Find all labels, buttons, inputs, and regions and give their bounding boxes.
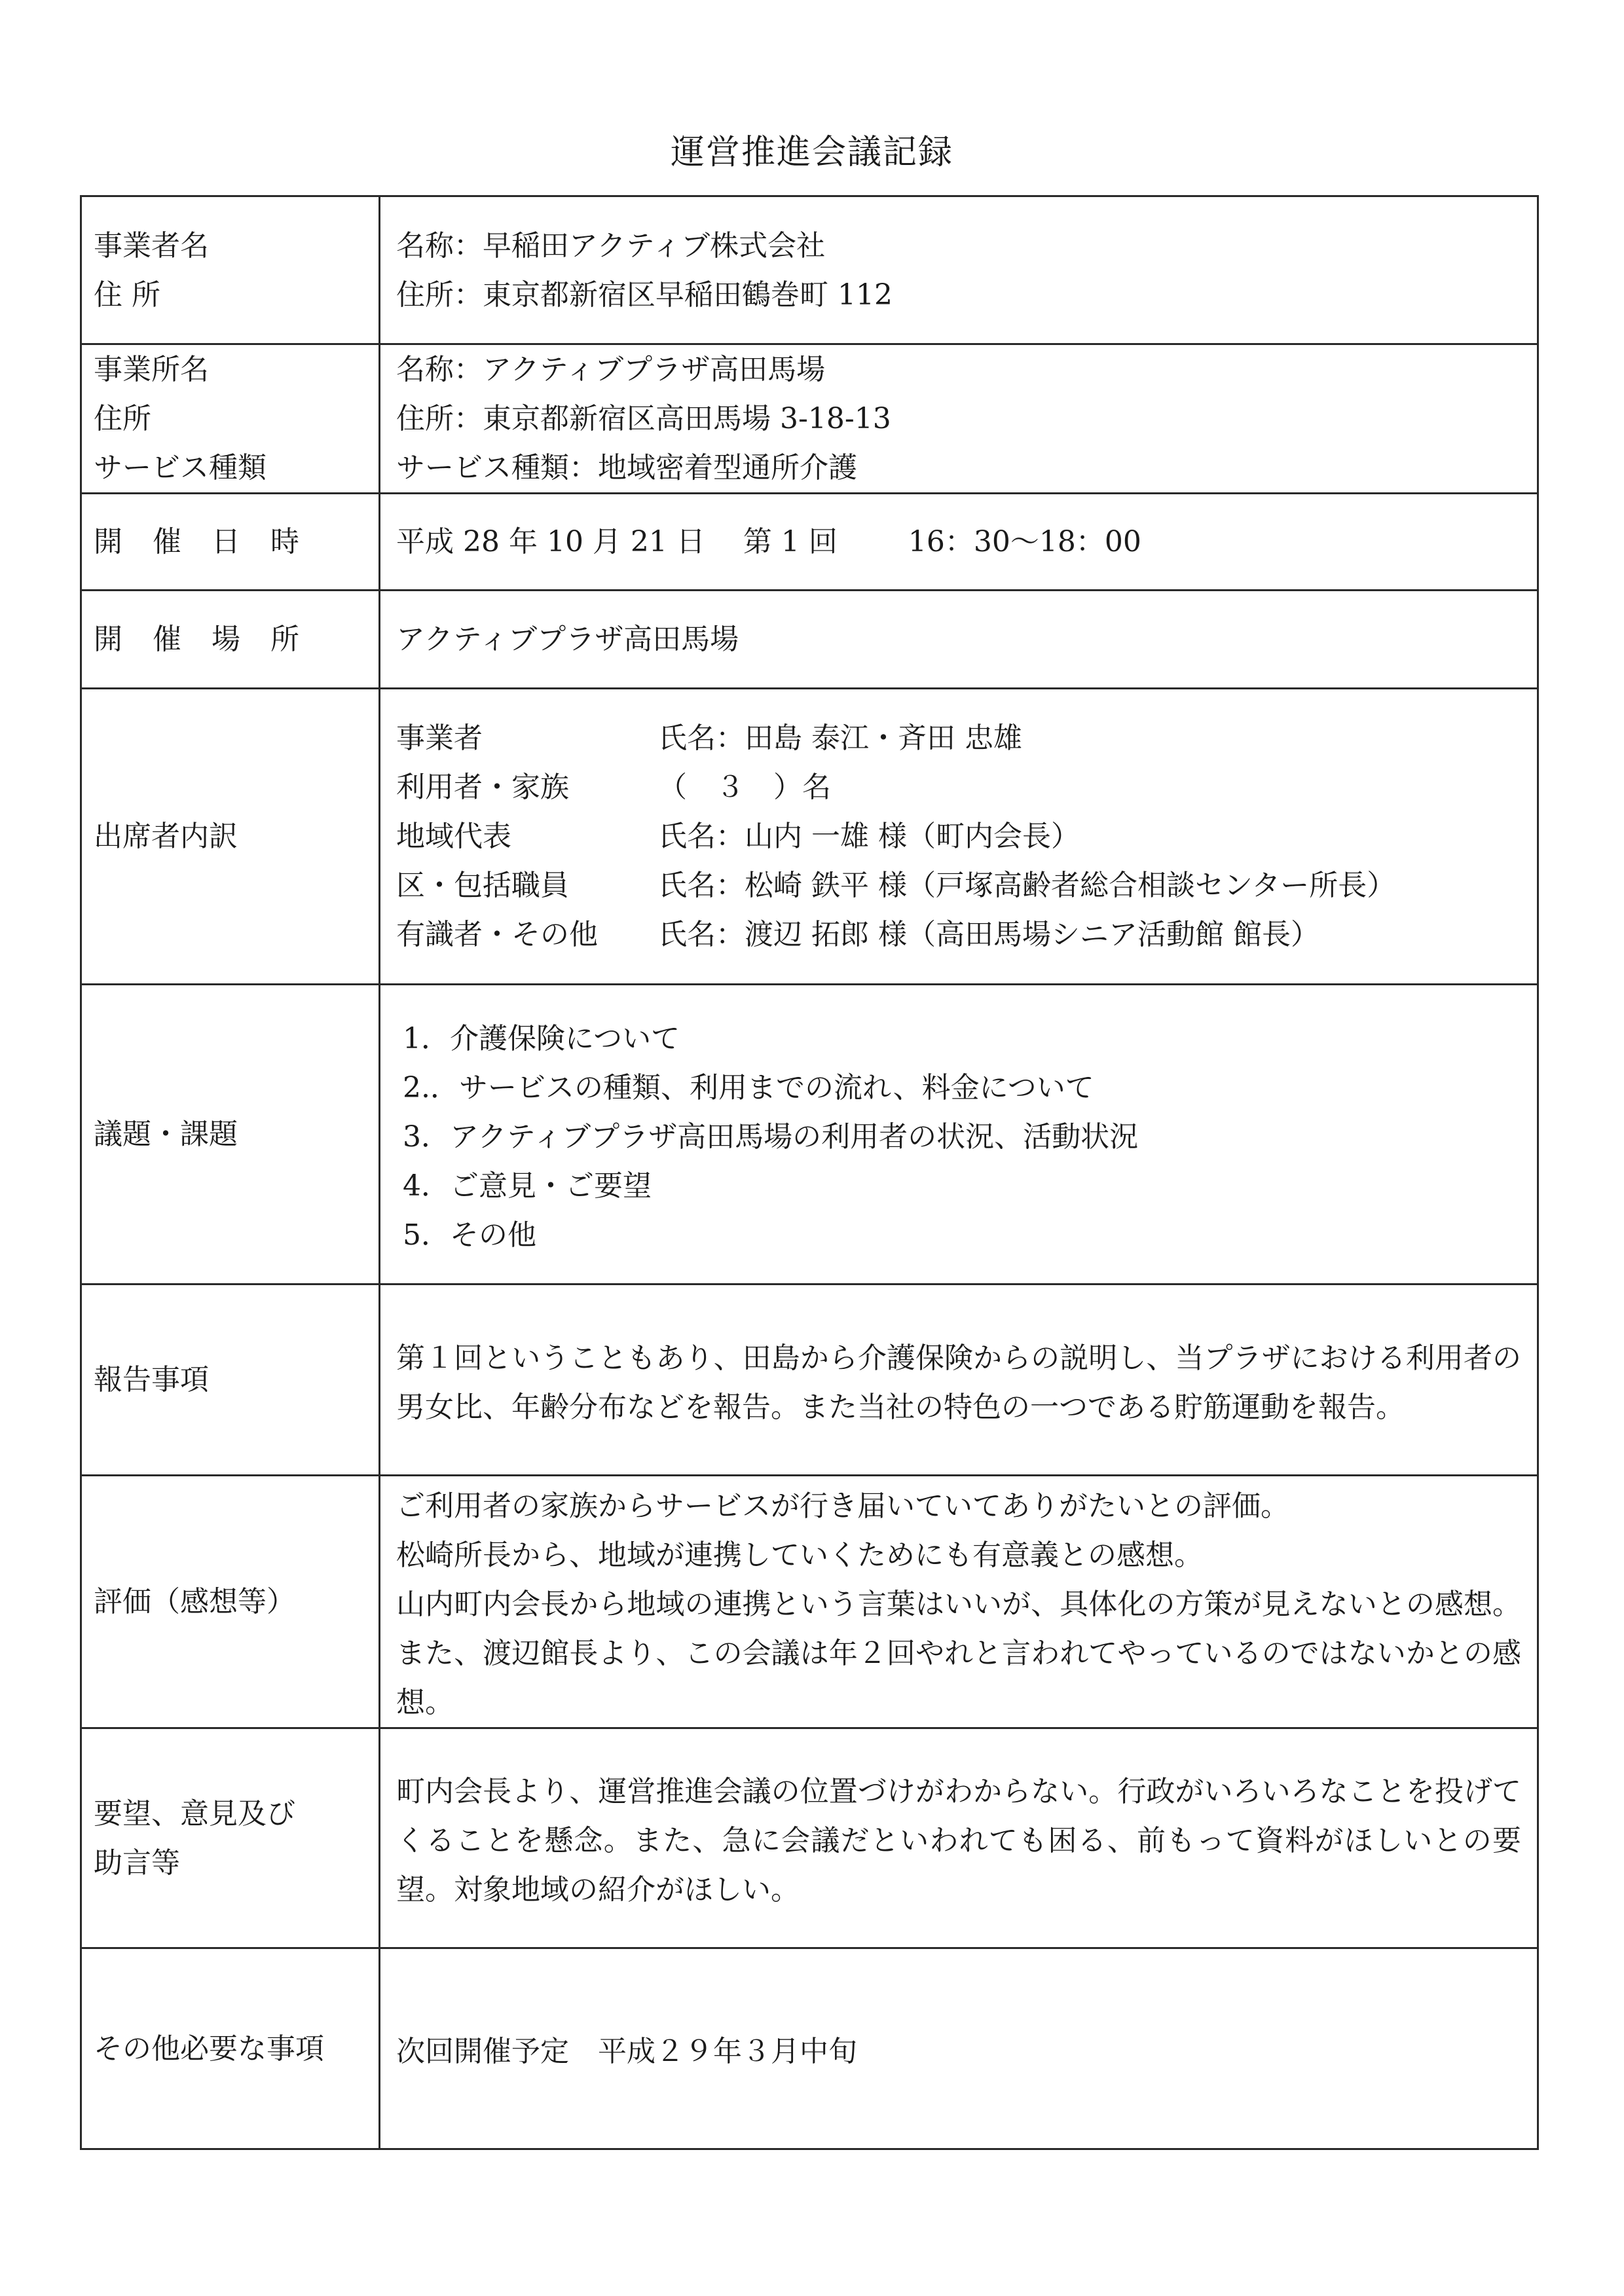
row-venue (81, 591, 1538, 689)
row-office (81, 344, 1538, 494)
attendee-role: 事業者 (396, 721, 483, 755)
value-operator (380, 196, 1538, 344)
agenda-item: 1．介護保険について (403, 1022, 680, 1055)
label-evaluation (81, 1476, 380, 1728)
meeting-session: 第 1 回 (743, 525, 838, 558)
attendee-role: 区・包括職員 (396, 869, 569, 902)
value-office (380, 344, 1538, 494)
evaluation-paragraph: 松崎所長から、地域が連携していくためにも有意義との感想。 (396, 1539, 1203, 1572)
label-office (81, 344, 380, 494)
value-agenda (380, 985, 1538, 1285)
label-line: 要望、意見及び (94, 1796, 295, 1831)
value-evaluation (380, 1476, 1538, 1728)
evaluation-paragraph: 山内町内会長から地域の連携という言葉はいいが、具体化の方策が見えないとの感想。また、渡辺館長より、この会議は年２回やれと言われてやっているのではないかとの感想。 (396, 1588, 1521, 1719)
row-other (81, 1948, 1538, 2149)
office-address: 住所：東京都新宿区高田馬場 3-18-13 (396, 402, 891, 435)
label-text: 報告事項 (94, 1363, 209, 1396)
attendee-entry (396, 714, 1521, 763)
label-attendees (81, 689, 380, 985)
row-requests (81, 1728, 1538, 1948)
agenda-item: 5．その他 (403, 1218, 536, 1252)
label-line: 住所 (94, 402, 151, 435)
attendee-detail: （ ３ ）名 (658, 771, 831, 804)
attendee-role: 有識者・その他 (396, 918, 598, 951)
next-meeting-text: 次回開催予定 平成２９年３月中旬 (396, 2034, 857, 2068)
label-line: 助言等 (94, 1846, 180, 1880)
row-report (81, 1285, 1538, 1476)
attendee-detail: 氏名：渡辺 拓郎 様（高田馬場シニア活動館 館長） (658, 918, 1320, 951)
value-report (380, 1285, 1538, 1476)
row-operator (81, 196, 1538, 344)
label-line: 事業者名 (94, 228, 209, 263)
row-agenda (81, 985, 1538, 1285)
label-text: 評価（感想等） (94, 1585, 295, 1618)
value-requests (380, 1728, 1538, 1948)
row-evaluation (81, 1476, 1538, 1728)
label-line: サービス種類 (94, 451, 267, 484)
requests-text: 町内会長より、運営推進会議の位置づけがわからない。行政がいろいろなことを投げてくることを懸念。また、急に会議だといわれても困る、前もって資料がほしいとの要望。対象地域の紹介がほしい。 (396, 1775, 1521, 1906)
meeting-record-table (80, 195, 1539, 2150)
label-requests (81, 1728, 380, 1948)
value-other (380, 1948, 1538, 2149)
attendee-entry (396, 910, 1521, 959)
agenda-item: 4．ご意見・ご要望 (403, 1169, 652, 1203)
meeting-time: 16：30〜18：00 (908, 525, 1141, 558)
operator-name: 名称：早稲田アクティブ株式会社 (396, 228, 826, 263)
attendee-detail: 氏名：山内 一雄 様（町内会長） (658, 820, 1080, 853)
document-title: 運営推進会議記録 (670, 133, 953, 172)
meeting-date: 平成 28 年 10 月 21 日 (396, 525, 705, 558)
label-line: 事業所名 (94, 353, 209, 386)
label-report (81, 1285, 380, 1476)
operator-address: 住所：東京都新宿区早稲田鶴巻町 112 (396, 278, 893, 312)
label-venue (81, 591, 380, 689)
value-datetime (380, 494, 1538, 591)
agenda-item: 2.．サービスの種類、利用までの流れ、料金について (403, 1071, 1094, 1104)
row-attendees (81, 689, 1538, 985)
label-text: 開催場所 (94, 623, 329, 656)
venue-name: アクティブプラザ高田馬場 (396, 623, 739, 656)
label-datetime (81, 494, 380, 591)
row-datetime (81, 494, 1538, 591)
label-other (81, 1948, 380, 2149)
attendee-detail: 氏名：松崎 鉄平 様（戸塚高齢者総合相談センター所長） (658, 869, 1396, 902)
office-service-type: サービス種類：地域密着型通所介護 (396, 451, 857, 484)
attendee-entry (396, 763, 1521, 812)
label-text: 出席者内訳 (94, 820, 238, 853)
attendee-role: 地域代表 (396, 820, 511, 853)
attendee-role: 利用者・家族 (396, 771, 569, 804)
value-venue (380, 591, 1538, 689)
label-line: 住 所 (94, 278, 160, 312)
label-text: その他必要な事項 (94, 2032, 324, 2066)
attendee-entry (396, 861, 1521, 910)
label-agenda (81, 985, 380, 1285)
label-text: 議題・課題 (94, 1118, 238, 1151)
agenda-item: 3．アクティブプラザ高田馬場の利用者の状況、活動状況 (403, 1120, 1139, 1154)
attendee-entry (396, 812, 1521, 861)
attendee-detail: 氏名：田島 泰江・斉田 忠雄 (658, 721, 1022, 755)
label-operator (81, 196, 380, 344)
label-text: 開催日時 (94, 525, 329, 558)
value-attendees (380, 689, 1538, 985)
report-text: 第１回ということもあり、田島から介護保険からの説明し、当プラザにおける利用者の男女比、年齢分布などを報告。また当社の特色の一つである貯筋運動を報告。 (396, 1341, 1521, 1424)
office-name: 名称：アクティブプラザ高田馬場 (396, 353, 826, 386)
evaluation-paragraph: ご利用者の家族からサービスが行き届いていてありがたいとの評価。 (396, 1489, 1289, 1523)
